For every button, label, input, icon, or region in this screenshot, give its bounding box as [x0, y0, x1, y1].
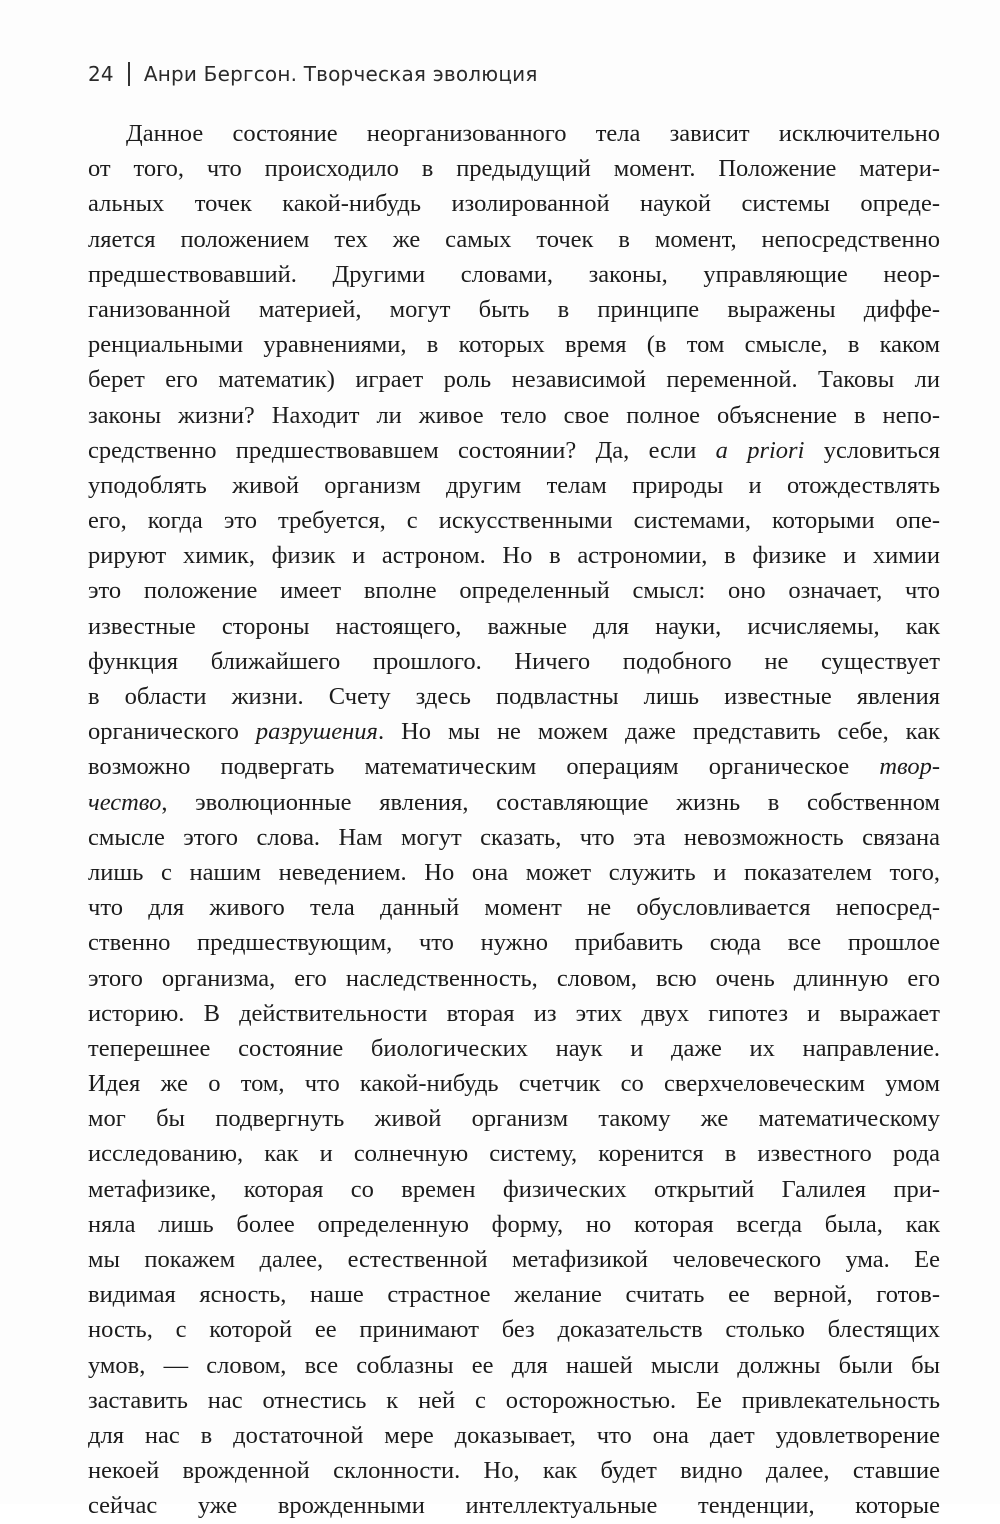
- text-line: что для живого тела данный момент не обусловливается непосред-: [88, 894, 940, 922]
- text-run: средственно предшествовавшем состоянии? Да, если: [88, 436, 716, 464]
- text-line: видимая ясность, наше страстное желание считать ее верной, готов-: [88, 1281, 940, 1309]
- text-line: ственно предшествующим, что нужно прибавить сюда все прошлое: [88, 929, 940, 957]
- text-run: , эволюционные явления, составляющие жизнь в собственном: [161, 788, 940, 816]
- text-line: лишь с нашим неведением. Но она может служить и показателем того,: [88, 858, 940, 886]
- text-run: . Но мы не можем даже представить себе, как: [377, 718, 940, 746]
- text-run: органического: [88, 718, 256, 746]
- text-line: [88, 749, 940, 784]
- text-line: законы жизни? Находит ли живое тело свое полное объяснение в непо-: [88, 401, 940, 429]
- text-line: в области жизни. Счету здесь подвластны лишь известные явления: [88, 683, 940, 710]
- text-line: рируют химик, физик и астроном. Но в астрономии, в физике и химии: [88, 542, 940, 570]
- text-line: мог бы подвергнуть живой организм такому же математическому: [88, 1105, 940, 1133]
- text-line: [88, 433, 940, 468]
- text-line: для нас в достаточной мере доказывает, что она дает удовлетворение: [88, 1421, 940, 1449]
- running-head: [88, 62, 538, 86]
- text-line: историю. В действительности вторая из этих двух гипотез и выражает: [88, 999, 940, 1027]
- italic-term: чество: [88, 788, 162, 816]
- text-line: берет его математик) играет роль независимой переменной. Таковы ли: [88, 366, 940, 394]
- text-run: условиться: [804, 436, 940, 464]
- text-line: ренциальными уравнениями, в которых время (в том смысле, в каком: [88, 331, 940, 359]
- text-line: Данное состояние неорганизованного тела зависит исключительно: [126, 120, 940, 147]
- text-line: сейчас уже врожденными интеллектуальные тенденции, которые: [88, 1492, 940, 1520]
- text-line: уподоблять живой организм другим телам природы и отождествлять: [88, 471, 940, 499]
- text-line: некоей врожденной склонности. Но, как будет видно далее, ставшие: [88, 1457, 940, 1485]
- text-line: его, когда это требуется, с искусственными системами, которыми опе-: [88, 507, 940, 535]
- running-title: Анри Бергсон. Творческая эволюция: [143, 62, 538, 86]
- body-text: [88, 116, 940, 1524]
- page-number: 24: [88, 62, 114, 86]
- text-line: известные стороны настоящего, важные для науки, исчисляемы, как: [88, 612, 940, 640]
- text-line: этого организма, его наследственность, словом, всю очень длинную его: [88, 964, 940, 992]
- text-line: ляется положением тех же самых точек в момент, непосредственно: [88, 225, 940, 253]
- italic-term: a priori: [715, 436, 805, 464]
- text-line: это положение имеет вполне определенный смысл: оно означает, что: [88, 577, 940, 605]
- text-line: альных точек какой-нибудь изолированной наукой системы опреде-: [88, 190, 940, 218]
- text-line: метафизике, которая со времен физических открытий Галилея при-: [88, 1175, 940, 1203]
- header-separator: [128, 62, 130, 86]
- text-line: ганизованной материей, могут быть в принципе выражены диффе-: [88, 295, 940, 323]
- italic-term: твор-: [879, 753, 940, 781]
- text-run: возможно подвергать математическим операциям органическое: [88, 753, 880, 781]
- text-line: мы покажем далее, естественной метафизикой человеческого ума. Ее: [88, 1246, 940, 1273]
- text-line: умов, — словом, все соблазны ее для нашей мысли должны были бы: [88, 1351, 940, 1379]
- text-line: исследованию, как и солнечную систему, коренится в известного рода: [88, 1140, 940, 1168]
- text-line: Идея же о том, что какой-нибудь счетчик со сверхчеловеческим умом: [88, 1070, 940, 1098]
- text-line: теперешнее состояние биологических наук и даже их направление.: [88, 1034, 940, 1062]
- text-line: предшествовавший. Другими словами, законы, управляющие неор-: [88, 260, 940, 288]
- text-line: функция ближайшего прошлого. Ничего подобного не существует: [88, 647, 940, 675]
- text-line: [88, 714, 940, 749]
- text-line: [88, 785, 940, 820]
- italic-term: разрушения: [255, 718, 378, 746]
- text-line: от того, что происходило в предыдущий момент. Положение матери-: [88, 155, 940, 183]
- text-line: заставить нас отнестись к ней с осторожностью. Ее привлекательность: [88, 1386, 940, 1414]
- text-line: няла лишь более определенную форму, но которая всегда была, как: [88, 1210, 940, 1238]
- text-line: смысле этого слова. Нам могут сказать, что эта невозможность связана: [88, 823, 940, 851]
- text-line: ность, с которой ее принимают без доказательств столько блестящих: [88, 1316, 940, 1344]
